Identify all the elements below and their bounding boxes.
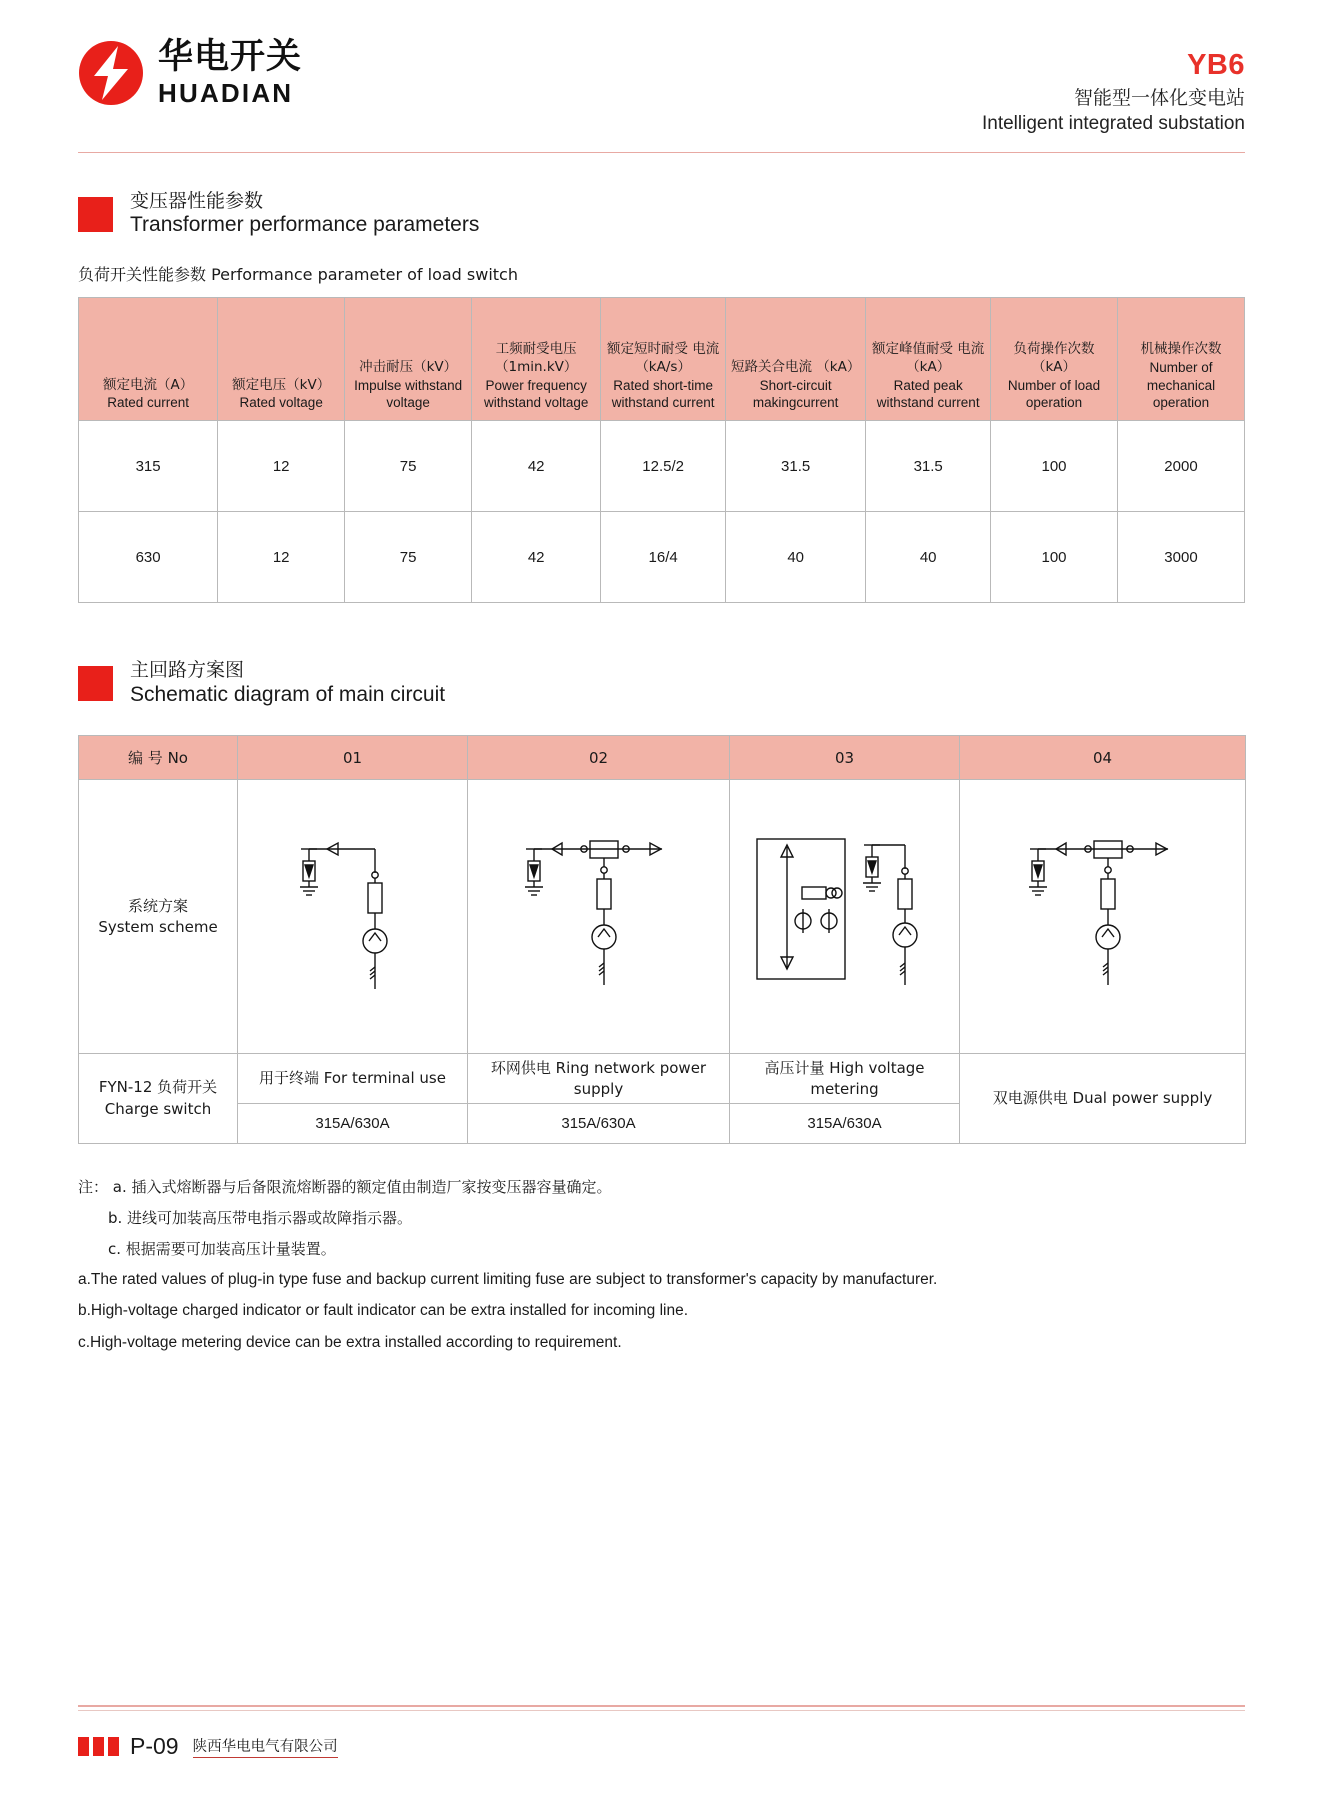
cell-short-time: 12.5/2 [601, 421, 726, 512]
col-impulse-en: Impulse withstand voltage [354, 377, 463, 411]
col-mech-op-en: Number of mechanical operation [1146, 359, 1216, 411]
section-heading-transformer-parameters [78, 190, 1323, 238]
col-short-circuit-making-current [726, 298, 866, 421]
cell-making-current: 31.5 [726, 421, 866, 512]
spec-table-wrapper [78, 297, 1245, 603]
header-scheme-01: 01 [238, 736, 468, 780]
model-name-english: Intelligent integrated substation [981, 112, 1245, 134]
row-label-system-scheme-cn: 系统方案 [127, 896, 188, 915]
cell-impulse: 75 [345, 421, 472, 512]
row-label-system-scheme [79, 780, 238, 1054]
col-rated-peak-withstand-current [866, 298, 991, 421]
footer-divider-bottom [78, 1710, 1245, 1711]
cell-mech-op: 2000 [1117, 421, 1244, 512]
cell-load-op: 100 [991, 421, 1118, 512]
cell-short-time: 16/4 [601, 512, 726, 603]
col-impulse-cn: 冲击耐压（kV） [359, 358, 458, 375]
col-power-freq-en: Power frequency withstand voltage [484, 377, 589, 411]
col-rated-voltage-cn: 额定电压（kV） [232, 376, 331, 393]
usage-04: 双电源供电 Dual power supply [960, 1054, 1246, 1144]
note-cn-c: c. 根据需要可加装高压计量装置。 [108, 1239, 336, 1258]
rating-03: 315A/630A [730, 1103, 960, 1143]
product-model-block [982, 48, 1245, 135]
row-label-system-scheme-en: System scheme [98, 917, 218, 936]
cell-rated-voltage: 12 [218, 421, 345, 512]
col-power-frequency-withstand-voltage [472, 298, 601, 421]
col-peak-cn: 额定峰值耐受 电流（kA） [872, 340, 985, 375]
usage-03: 高压计量 High voltage metering [730, 1054, 960, 1104]
col-short-time-cn: 额定短时耐受 电流（kA/s） [606, 340, 720, 375]
cell-load-op: 100 [991, 512, 1118, 603]
cell-rated-current: 630 [79, 512, 218, 603]
col-making-current-en: Short-circuit makingcurrent [752, 377, 839, 411]
cell-power-freq: 42 [472, 512, 601, 603]
logo-english-name: HUADIAN [158, 78, 294, 108]
cell-impulse: 75 [345, 512, 472, 603]
company-name: 陕西华电电气有限公司 [193, 1735, 338, 1758]
page-header [0, 0, 1323, 148]
model-code: YB6 [1187, 49, 1245, 81]
cell-making-current: 40 [726, 512, 866, 603]
notes-block [78, 1178, 1245, 1353]
schematic-table-wrapper [78, 735, 1245, 1144]
note-cn-b: b. 进线可加装高压带电指示器或故障指示器。 [108, 1208, 413, 1227]
row-label-charge-switch-en: Charge switch [104, 1099, 212, 1118]
col-number-of-load-operation [991, 298, 1118, 421]
usage-02: 环网供电 Ring network power supply [468, 1054, 730, 1104]
note-en-b: b.High-voltage charged indicator or fault indicator can be extra installed for incoming line. [78, 1302, 689, 1320]
col-making-current-cn: 短路关合电流 （kA） [730, 358, 861, 375]
header-scheme-04: 04 [960, 736, 1246, 780]
page-number: P-09 [130, 1733, 179, 1759]
cell-power-freq: 42 [472, 421, 601, 512]
col-power-freq-cn: 工频耐受电压 （1min.kV） [494, 340, 578, 375]
col-rated-voltage [218, 298, 345, 421]
col-rated-current [79, 298, 218, 421]
huadian-lightning-logo-icon [78, 40, 144, 106]
rating-02: 315A/630A [468, 1103, 730, 1143]
model-name-chinese: 智能型一体化变电站 [1073, 87, 1245, 110]
col-rated-voltage-en: Rated voltage [239, 395, 323, 411]
rating-01: 315A/630A [238, 1103, 468, 1143]
circuit-diagram-02 [468, 780, 730, 1054]
table-row [79, 512, 1245, 603]
table-row [79, 421, 1245, 512]
section-marker-square [78, 666, 113, 701]
cell-rated-voltage: 12 [218, 512, 345, 603]
col-peak-en: Rated peak withstand current [876, 377, 980, 411]
schematic-header-row [79, 736, 1246, 780]
col-number-of-mechanical-operation [1117, 298, 1244, 421]
section1-title-english: Transformer performance parameters [130, 213, 480, 237]
header-scheme-02: 02 [468, 736, 730, 780]
load-switch-spec-table [78, 297, 1245, 603]
circuit-diagram-01 [238, 780, 468, 1054]
main-circuit-schematic-table [78, 735, 1246, 1144]
header-no: 编 号 No [79, 736, 238, 780]
section1-title-chinese: 变压器性能参数 [130, 190, 264, 212]
cell-peak: 40 [866, 512, 991, 603]
spec-table-caption: 负荷开关性能参数 Performance parameter of load switch [78, 265, 518, 285]
section-marker-square [78, 197, 113, 232]
header-scheme-03: 03 [730, 736, 960, 780]
row-label-charge-switch-cn: FYN-12 负荷开关 [98, 1077, 218, 1096]
col-rated-current-en: Rated current [107, 395, 189, 411]
circuit-diagram-03 [730, 780, 960, 1054]
section-heading-main-circuit [78, 659, 1323, 707]
col-rated-current-cn: 额定电流（A） [102, 376, 194, 393]
col-impulse-withstand-voltage [345, 298, 472, 421]
usage-01: 用于终端 For terminal use [238, 1054, 468, 1104]
col-rated-short-time-withstand-current [601, 298, 726, 421]
spec-table-header-row [79, 298, 1245, 421]
note-cn-a: 注： a. 插入式熔断器与后备限流熔断器的额定值由制造厂家按变压器容量确定。 [78, 1177, 612, 1196]
note-en-c: c.High-voltage metering device can be extra installed according to requirement. [78, 1334, 622, 1352]
section2-title-chinese: 主回路方案图 [130, 659, 245, 682]
page-footer [0, 1685, 1323, 1795]
section2-title-english: Schematic diagram of main circuit [130, 682, 446, 706]
cell-mech-op: 3000 [1117, 512, 1244, 603]
header-divider [78, 152, 1245, 153]
system-scheme-row [79, 780, 1246, 1054]
row-label-charge-switch [79, 1054, 238, 1144]
note-en-a: a.The rated values of plug-in type fuse and backup current limiting fuse are subject to transformer's capacity by manufacturer. [78, 1270, 938, 1288]
logo-chinese-name: 华电开关 [158, 37, 303, 77]
col-load-op-cn: 负荷操作次数 （kA） [1013, 340, 1095, 375]
col-short-time-en: Rated short-time withstand current [611, 377, 715, 411]
brand-logo [78, 37, 303, 108]
cell-peak: 31.5 [866, 421, 991, 512]
col-load-op-en: Number of load operation [1007, 377, 1101, 411]
footer-divider-top [78, 1705, 1245, 1707]
col-mech-op-cn: 机械操作次数 [1140, 340, 1222, 357]
circuit-diagram-04 [960, 780, 1246, 1054]
cell-rated-current: 315 [79, 421, 218, 512]
usage-row [79, 1054, 1246, 1104]
footer-bars-icon [78, 1737, 119, 1756]
